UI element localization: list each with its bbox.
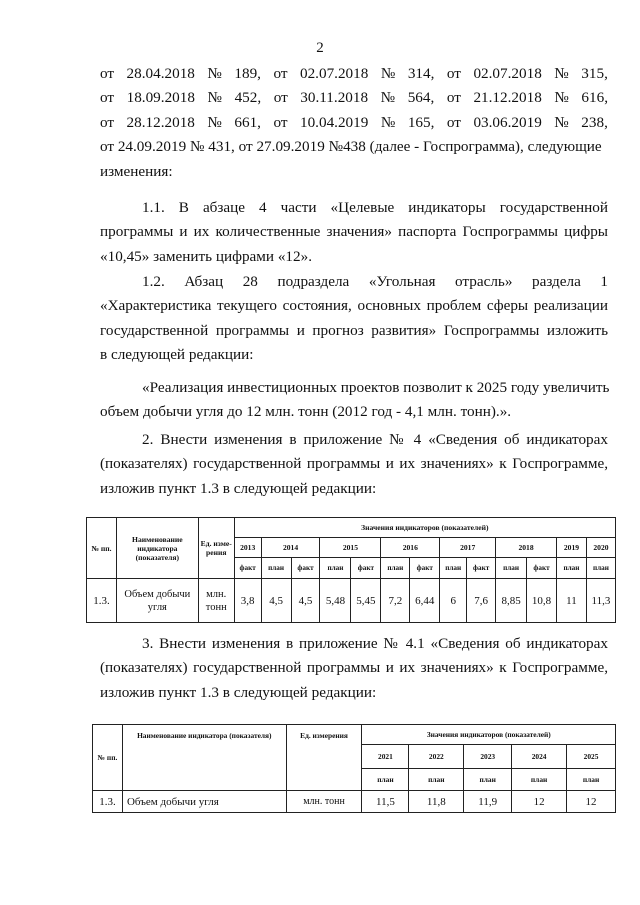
word: от — [100, 113, 115, 131]
word: 661, — [234, 113, 261, 131]
sub-header: план — [464, 769, 512, 791]
value-cell: 11,8 — [409, 791, 464, 813]
reference-line-2 — [100, 86, 608, 110]
text-line: 3. Внести изменения в приложение № 4.1 «Сведения об индикаторах — [142, 635, 608, 652]
sub-header: факт — [291, 558, 320, 579]
reference-line-1 — [100, 62, 608, 86]
year-header: 2024 — [512, 745, 567, 769]
text-line: государственной программы и прогноз развития» Госпрограммы изложить — [100, 321, 608, 339]
table-row — [87, 579, 616, 623]
year-header: 2013 — [234, 538, 261, 558]
row-num: 1.3. — [93, 791, 123, 813]
word: № — [380, 89, 396, 107]
reference-line-3 — [100, 111, 608, 135]
word: 28.12.2018 — [126, 113, 195, 131]
row-name: Объем добычи угля — [122, 791, 286, 813]
value-cell: 11,5 — [362, 791, 409, 813]
year-header: 2015 — [320, 538, 381, 558]
indicators-table-2021-2025 — [92, 724, 616, 813]
header-unit: Ед. измерения — [286, 725, 362, 791]
value-cell: 6 — [440, 579, 467, 623]
sub-header: план — [381, 558, 410, 579]
word: 315, — [581, 65, 608, 82]
word: 28.04.2018 — [126, 65, 195, 82]
value-cell: 5,48 — [320, 579, 351, 623]
value-cell: 7,2 — [381, 579, 410, 623]
row-unit: млн. тонн — [198, 579, 234, 623]
page-number: 2 — [316, 40, 324, 56]
year-header: 2022 — [409, 745, 464, 769]
year-header: 2018 — [496, 538, 557, 558]
sub-header: факт — [527, 558, 557, 579]
word: от — [100, 89, 115, 107]
word: от — [446, 89, 461, 107]
word: № — [207, 89, 222, 107]
word: 238, — [581, 113, 608, 131]
paragraph-3 — [100, 632, 608, 705]
year-header: 2023 — [464, 745, 512, 769]
value-cell: 4,5 — [261, 579, 291, 623]
word: 18.09.2018 — [126, 89, 195, 107]
reference-line-4: от 24.09.2019 № 431, от 27.09.2019 №438 (далее - Госпрограмма), следующие — [100, 138, 602, 156]
row-unit: млн. тонн — [286, 791, 362, 813]
word: № — [207, 113, 222, 131]
text-line: в следующей редакции: — [100, 346, 254, 364]
word: от — [273, 113, 288, 131]
value-cell: 3,8 — [234, 579, 261, 623]
word: 21.12.2018 — [473, 89, 542, 107]
text-line: «Реализация инвестиционных проектов позволит к 2025 году увеличить — [142, 379, 610, 396]
word: от — [446, 113, 461, 131]
decree-references — [100, 62, 608, 184]
sub-header: факт — [410, 558, 440, 579]
word: 564, — [407, 89, 435, 107]
word: № — [380, 65, 396, 82]
header-unit: Ед. изме- рения — [198, 518, 234, 579]
sub-header: план — [496, 558, 527, 579]
paragraph-1-2 — [100, 270, 608, 368]
text-line: 2. Внести изменения в приложение № 4 «Сведения об индикаторах — [142, 431, 608, 448]
reference-line-5: изменения: — [100, 162, 173, 180]
value-cell: 6,44 — [410, 579, 440, 623]
header-name: Наименование индикатора (показателя) — [116, 518, 198, 579]
word: 314, — [407, 65, 435, 82]
paragraph-1-1 — [100, 196, 608, 269]
sub-header: факт — [351, 558, 381, 579]
sub-header: факт — [467, 558, 496, 579]
word: 452, — [234, 89, 262, 107]
year-header: 2019 — [556, 538, 586, 558]
year-header: 2025 — [567, 745, 616, 769]
table-row — [93, 791, 616, 813]
text-line: изложив пункт 1.3 в следующей редакции: — [100, 683, 377, 701]
sub-header: план — [409, 769, 464, 791]
quote-paragraph — [100, 376, 608, 425]
row-num: 1.3. — [87, 579, 117, 623]
text-line: изложив пункт 1.3 в следующей редакции: — [100, 479, 377, 497]
sub-header: план — [512, 769, 567, 791]
word: от — [446, 65, 461, 82]
word: от — [100, 65, 115, 82]
header-num: № пп. — [93, 725, 123, 791]
text-line: (показателях) государственной программы и их значениях» к Госпрограмме, — [100, 455, 608, 473]
word: от — [273, 89, 288, 107]
word: 616, — [581, 89, 608, 107]
text-line: (показателях) государственной программы и их значениях» к Госпрограмме, — [100, 659, 608, 677]
word: 03.06.2019 — [473, 113, 542, 131]
word: № — [554, 65, 569, 82]
value-cell: 10,8 — [527, 579, 557, 623]
word: от — [273, 65, 288, 82]
word: 189, — [234, 65, 261, 82]
sub-header: план — [556, 558, 586, 579]
value-cell: 11,3 — [586, 579, 615, 623]
word: 30.11.2018 — [300, 89, 369, 107]
value-cell: 5,45 — [351, 579, 381, 623]
value-cell: 8,85 — [496, 579, 527, 623]
value-cell: 11 — [556, 579, 586, 623]
value-cell: 4,5 — [291, 579, 320, 623]
year-header: 2017 — [440, 538, 496, 558]
value-cell: 7,6 — [467, 579, 496, 623]
word: 10.04.2019 — [299, 113, 369, 131]
paragraph-2 — [100, 428, 608, 501]
value-cell: 12 — [567, 791, 616, 813]
sub-header: план — [567, 769, 616, 791]
sub-header: план — [261, 558, 291, 579]
sub-header: план — [320, 558, 351, 579]
year-header: 2021 — [362, 745, 409, 769]
sub-header: план — [586, 558, 615, 579]
word: № — [380, 113, 396, 131]
sub-header: план — [440, 558, 467, 579]
value-cell: 12 — [512, 791, 567, 813]
word: № — [207, 65, 222, 82]
text-line: программы и их количественные значения» паспорта Госпрограммы цифры — [100, 223, 608, 241]
text-line: «Характеристика текущего состояния, основных проблем сферы реализации — [100, 297, 608, 315]
text-line: объем добычи угля до 12 млн. тонн (2012 год - 4,1 млн. тонн).». — [100, 403, 512, 421]
value-cell: 11,9 — [464, 791, 512, 813]
word: 02.07.2018 — [299, 65, 369, 82]
header-num: № пп. — [87, 518, 117, 579]
header-values: Значения индикаторов (показателей) — [362, 725, 616, 745]
year-header: 2014 — [261, 538, 320, 558]
year-header: 2020 — [586, 538, 615, 558]
header-name: Наименование индикатора (показателя) — [122, 725, 286, 791]
word: № — [554, 89, 569, 107]
indicators-table-2013-2020 — [86, 517, 616, 623]
year-header: 2016 — [381, 538, 440, 558]
word: 02.07.2018 — [473, 65, 542, 82]
sub-header: план — [362, 769, 409, 791]
text-line: 1.2. Абзац 28 подраздела «Угольная отрасль» раздела 1 — [142, 273, 608, 290]
text-line: 1.1. В абзаце 4 части «Целевые индикаторы государственной — [142, 199, 608, 216]
word: 165, — [407, 113, 435, 131]
word: № — [554, 113, 569, 131]
row-name: Объем добычи угля — [116, 579, 198, 623]
sub-header: факт — [234, 558, 261, 579]
header-values: Значения индикаторов (показателей) — [234, 518, 615, 538]
text-line: «10,45» заменить цифрами «12». — [100, 247, 313, 265]
